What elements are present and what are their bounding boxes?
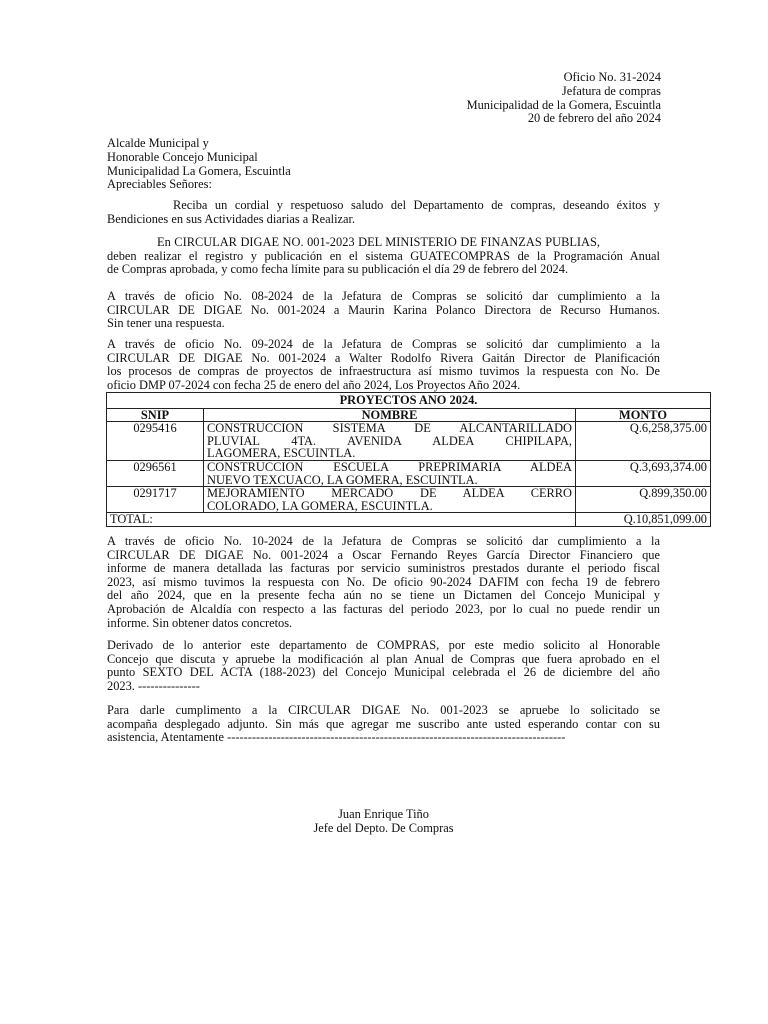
greeting: Apreciables Señores: xyxy=(107,177,212,192)
total-label: TOTAL: xyxy=(107,513,204,527)
paragraph-line: CIRCULAR DE DIGAE No. 001-2024 a Oscar Fernando Reyes García Director Financiero que xyxy=(107,547,660,562)
paragraph-line: punto SEXTO DEL ACTA (188-2023) del Concejo Municipal celebrada el 26 de diciembre del año xyxy=(107,665,660,680)
snip-cell: 0296561 xyxy=(107,460,204,486)
nombre-line: NUEVO TEXCUACO, LA GOMERA, ESCUINTLA. xyxy=(207,472,478,487)
paragraph-line: asistencia, Atentamente ---------------------------------------------------------------------------------- xyxy=(107,730,566,745)
snip-cell: 0291717 xyxy=(107,487,204,513)
paragraph-line: CIRCULAR DE DIGAE No. 001-2024 a Walter Rodolfo Rivera Gaitán Director de Planificación xyxy=(107,350,660,365)
paragraph-line: En CIRCULAR DIGAE NO. 001-2023 DEL MINISTERIO DE FINANZAS PUBLIAS, xyxy=(157,235,600,249)
column-header-nombre: NOMBRE xyxy=(204,408,576,422)
total-spacer xyxy=(204,513,576,527)
paragraph-circular xyxy=(107,236,660,277)
total-value: Q.10,851,099.00 xyxy=(576,513,711,527)
paragraph-line: del año 2024, que en la presente fecha aún no se tiene un Dictamen del Concejo Municipal y xyxy=(107,588,660,603)
signature-block xyxy=(0,808,768,835)
paragraph-line: informe de manera detallada las facturas por servicio suministros prestados durante el periodo fiscal xyxy=(107,561,660,576)
snip-cell: 0295416 xyxy=(107,422,204,461)
oficio-number: Oficio No. 31-2024 xyxy=(563,70,661,84)
table-title: PROYECTOS ANO 2024. xyxy=(107,393,711,409)
paragraph-oficio-09 xyxy=(107,338,660,392)
signer-title: Jefe del Depto. De Compras xyxy=(313,820,454,835)
addressee-line-3: Municipalidad La Gomera, Escuintla xyxy=(107,163,291,178)
table-total-row xyxy=(107,513,711,527)
paragraph-line: Derivado de lo anterior este departamento de COMPRAS, por este medio solicito al Honorable xyxy=(107,638,660,652)
paragraph-line: A través de oficio No. 09-2024 de la Jefatura de Compras se solicitó dar cumplimiento a la xyxy=(107,337,660,351)
nombre-line: MEJORAMIENTO MERCADO DE ALDEA CERRO xyxy=(207,486,572,501)
nombre-line: CONSTRUCCION ESCUELA PREPRIMARIA ALDEA xyxy=(207,459,572,474)
paragraph-line: A través de oficio No. 10-2024 de la Jefatura de Compras se solicitó dar cumplimiento a la xyxy=(107,534,660,548)
monto-cell: Q.899,350.00 xyxy=(576,487,711,513)
column-header-monto: MONTO xyxy=(576,408,711,422)
paragraph-cumplimiento xyxy=(107,704,660,745)
nombre-cell xyxy=(204,487,576,513)
municipality-name: Municipalidad de la Gomera, Escuintla xyxy=(466,97,661,112)
addressee-block xyxy=(107,137,291,192)
paragraph-greeting xyxy=(107,199,660,226)
monto-cell: Q.6,258,375.00 xyxy=(576,422,711,461)
column-header-snip: SNIP xyxy=(107,408,204,422)
paragraph-line: informe. Sin obtener datos concretos. xyxy=(107,615,293,630)
paragraph-line: Bendiciones en sus Actividades diarias a Realizar. xyxy=(107,211,356,226)
nombre-line: PLUVIAL 4TA. AVENIDA ALDEA CHIPILAPA, xyxy=(207,433,572,448)
paragraph-line: de Compras aprobada, y como fecha límite para su publicación el día 29 de febrero del 2024. xyxy=(107,262,569,277)
addressee-line-1: Alcalde Municipal y xyxy=(107,136,209,150)
letter-date: 20 de febrero del año 2024 xyxy=(527,111,661,126)
table-row xyxy=(107,487,711,513)
paragraph-line: oficio DMP 07-2024 con fecha 25 de enero del año 2024, Los Proyectos Año 2024. xyxy=(107,377,521,392)
paragraph-line: CIRCULAR DE DIGAE No. 001-2024 a Maurin Karina Polanco Directora de Recurso Humanos. xyxy=(107,302,660,317)
paragraph-line: los procesos de compras de proyectos de infraestructura así mismo tuvimos la respuesta con No. De xyxy=(107,364,660,379)
letter-header xyxy=(467,71,661,126)
paragraph-line: acompaña desplegado adjunto. Sin más que agregar me suscribo ante usted esperando contar con su xyxy=(107,716,660,731)
paragraph-oficio-10 xyxy=(107,535,660,630)
paragraph-line: A través de oficio No. 08-2024 de la Jefatura de Compras se solicitó dar cumplimiento a la xyxy=(107,289,660,303)
paragraph-line: 2023, así mismo tuvimos la respuesta con No. De oficio 90-2024 DAFIM con fecha 19 de febrero xyxy=(107,574,660,589)
nombre-line: LAGOMERA, ESCUINTLA. xyxy=(207,446,356,461)
addressee-line-2: Honorable Concejo Municipal xyxy=(107,149,258,164)
nombre-line: COLORADO, LA GOMERA, ESCUINTLA. xyxy=(207,498,433,513)
nombre-cell xyxy=(204,422,576,461)
projects-table xyxy=(106,392,711,527)
paragraph-derivado xyxy=(107,639,660,693)
nombre-line: CONSTRUCCION SISTEMA DE ALCANTARILLADO xyxy=(207,421,572,436)
paragraph-line: deben realizar el registro y publicación en el sistema GUATECOMPRAS de la Programación Anual xyxy=(107,248,660,263)
paragraph-oficio-08 xyxy=(107,290,660,331)
table-row xyxy=(107,422,711,461)
paragraph-line: Sin tener una respuesta. xyxy=(107,316,225,331)
signer-name: Juan Enrique Tiño xyxy=(338,807,429,821)
table-row xyxy=(107,460,711,486)
paragraph-line: 2023. --------------- xyxy=(107,678,200,693)
department-name: Jefatura de compras xyxy=(561,83,661,98)
paragraph-line: Para darle cumplimento a la CIRCULAR DIGAE No. 001-2023 se apruebe lo solicitado se xyxy=(107,703,660,717)
paragraph-line: Reciba un cordial y respetuoso saludo del Departamento de compras, deseando éxitos y xyxy=(173,198,660,212)
paragraph-line: Aprobación de Alcaldía con respecto a las facturas del periodo 2023, por lo cual no puede rendir un xyxy=(107,601,660,616)
nombre-cell xyxy=(204,460,576,486)
monto-cell: Q.3,693,374.00 xyxy=(576,460,711,486)
paragraph-line: Concejo que discuta y apruebe la modificación al plan Anual de Compras que fuera aprobado en el xyxy=(107,651,660,666)
